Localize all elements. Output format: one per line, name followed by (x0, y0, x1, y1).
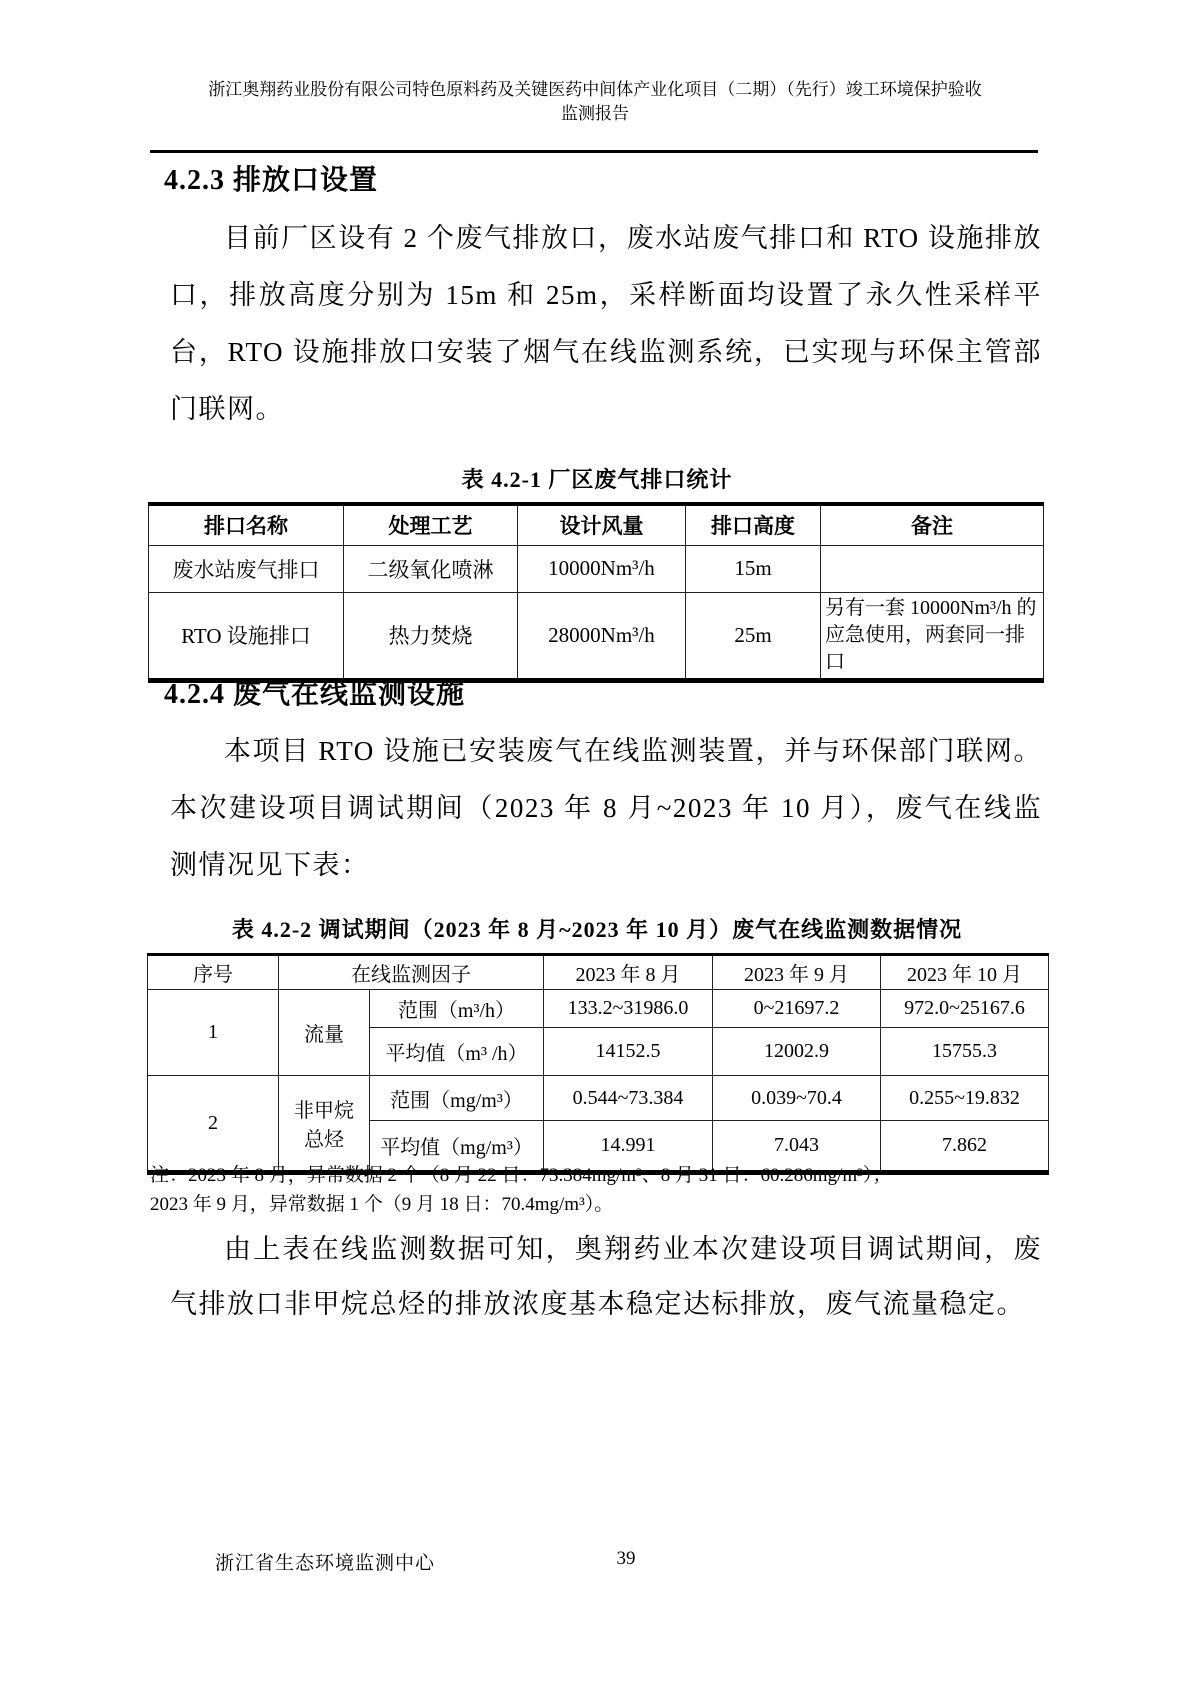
table1-header-cell: 处理工艺 (344, 504, 518, 545)
table1-cell: 15m (686, 545, 821, 592)
table2-value-cell: 7.043 (713, 1121, 881, 1173)
page-header (0, 78, 1190, 126)
table2-header-cell: 2023 年 9 月 (713, 955, 881, 990)
table1-cell: 25m (686, 592, 821, 680)
table2-header-cell: 2023 年 10 月 (881, 955, 1049, 990)
footer-organization: 浙江省生态环境监测中心 (215, 1553, 436, 1574)
table2-value-cell: 972.0~25167.6 (881, 990, 1049, 1028)
table1-header-row (149, 504, 1044, 545)
table1-cell: RTO 设施排口 (149, 592, 344, 680)
table1-cell: 10000Nm³/h (518, 545, 686, 592)
header-divider (150, 150, 1038, 153)
table2-stat-cell: 范围（mg/m³） (370, 1076, 544, 1121)
paragraph-online-monitoring: 本项目 RTO 设施已安装废气在线监测装置，并与环保部门联网。本次建设项目调试期间（2023 年 8 月~2023 年 10 月），废气在线监测情况见下表： (170, 736, 1042, 880)
table-row (149, 545, 1044, 592)
table2-factor-cell: 非甲烷总烃 (279, 1076, 370, 1173)
table1-header-cell: 设计风量 (518, 504, 686, 545)
table1-header-cell: 排口高度 (686, 504, 821, 545)
table1-cell (821, 545, 1044, 592)
table2-value-cell: 7.862 (881, 1121, 1049, 1173)
table2-header-cell: 在线监测因子 (279, 955, 544, 990)
table-row (149, 592, 1044, 680)
section-heading-423: 4.2.3 排放口设置 (164, 165, 379, 196)
table2-value-cell: 15755.3 (881, 1028, 1049, 1076)
table2-stat-cell: 平均值（m³ /h） (370, 1028, 544, 1076)
table-outlet-statistics (148, 502, 1044, 683)
section-heading-424: 4.2.4 废气在线监测设施 (164, 679, 466, 710)
table2-value-cell: 0~21697.2 (713, 990, 881, 1028)
table2-value-cell: 0.544~73.384 (544, 1076, 713, 1121)
table1-cell: 28000Nm³/h (518, 592, 686, 680)
table2-value-cell: 12002.9 (713, 1028, 881, 1076)
table1-cell: 废水站废气排口 (149, 545, 344, 592)
table2-index-cell: 1 (148, 990, 279, 1076)
paragraph-outlets: 目前厂区设有 2 个废气排放口，废水站废气排口和 RTO 设施排放口，排放高度分别为 15m 和 25m，采样断面均设置了永久性采样平台，RTO 设施排放口安装了烟气在线监测系统，已实现与环保主管部门联网。 (170, 223, 1042, 424)
table2-stat-cell: 平均值（mg/m³） (370, 1121, 544, 1173)
table1-cell: 另有一套 10000Nm³/h 的应急使用，两套同一排口 (821, 592, 1044, 680)
page-header-line1: 浙江奥翔药业股份有限公司特色原料药及关键医药中间体产业化项目（二期）（先行）竣工环境保护验收 (208, 80, 982, 99)
page-header-line2: 监测报告 (561, 104, 629, 123)
table2-value-cell: 14.991 (544, 1121, 713, 1173)
table-row (148, 990, 1049, 1028)
page-number: 39 (616, 1548, 636, 1569)
table2-note-line2: 2023 年 9 月，异常数据 1 个（9 月 18 日：70.4mg/m³）。 (150, 1194, 614, 1215)
table1-caption: 表 4.2-1 厂区废气排口统计 (461, 467, 733, 492)
table2-header-cell: 2023 年 8 月 (544, 955, 713, 990)
table1-header-cell: 备注 (821, 504, 1044, 545)
table2-note-line1: 注：2023 年 8 月，异常数据 2 个（8 月 22 日：73.384mg/m³、8 月 31 日：60.286mg/m³）； (150, 1165, 892, 1186)
table2-header-cell: 序号 (148, 955, 279, 990)
table2-header-row (148, 955, 1049, 990)
table-online-monitoring-data (147, 953, 1049, 1175)
table2-note (150, 1161, 1042, 1219)
table1-cell: 二级氧化喷淋 (344, 545, 518, 592)
table1-header-cell: 排口名称 (149, 504, 344, 545)
table2-value-cell: 14152.5 (544, 1028, 713, 1076)
table2-value-cell: 133.2~31986.0 (544, 990, 713, 1028)
table2-stat-cell: 范围（m³/h） (370, 990, 544, 1028)
table2-value-cell: 0.255~19.832 (881, 1076, 1049, 1121)
table2-factor-cell: 流量 (279, 990, 370, 1076)
table2-caption: 表 4.2-2 调试期间（2023 年 8 月~2023 年 10 月）废气在线监测数据情况 (231, 917, 963, 942)
table-row (148, 1076, 1049, 1121)
table2-index-cell: 2 (148, 1076, 279, 1173)
table2-value-cell: 0.039~70.4 (713, 1076, 881, 1121)
paragraph-conclusion: 由上表在线监测数据可知，奥翔药业本次建设项目调试期间，废气排放口非甲烷总烃的排放浓度基本稳定达标排放，废气流量稳定。 (170, 1234, 1042, 1319)
table1-cell: 热力焚烧 (344, 592, 518, 680)
